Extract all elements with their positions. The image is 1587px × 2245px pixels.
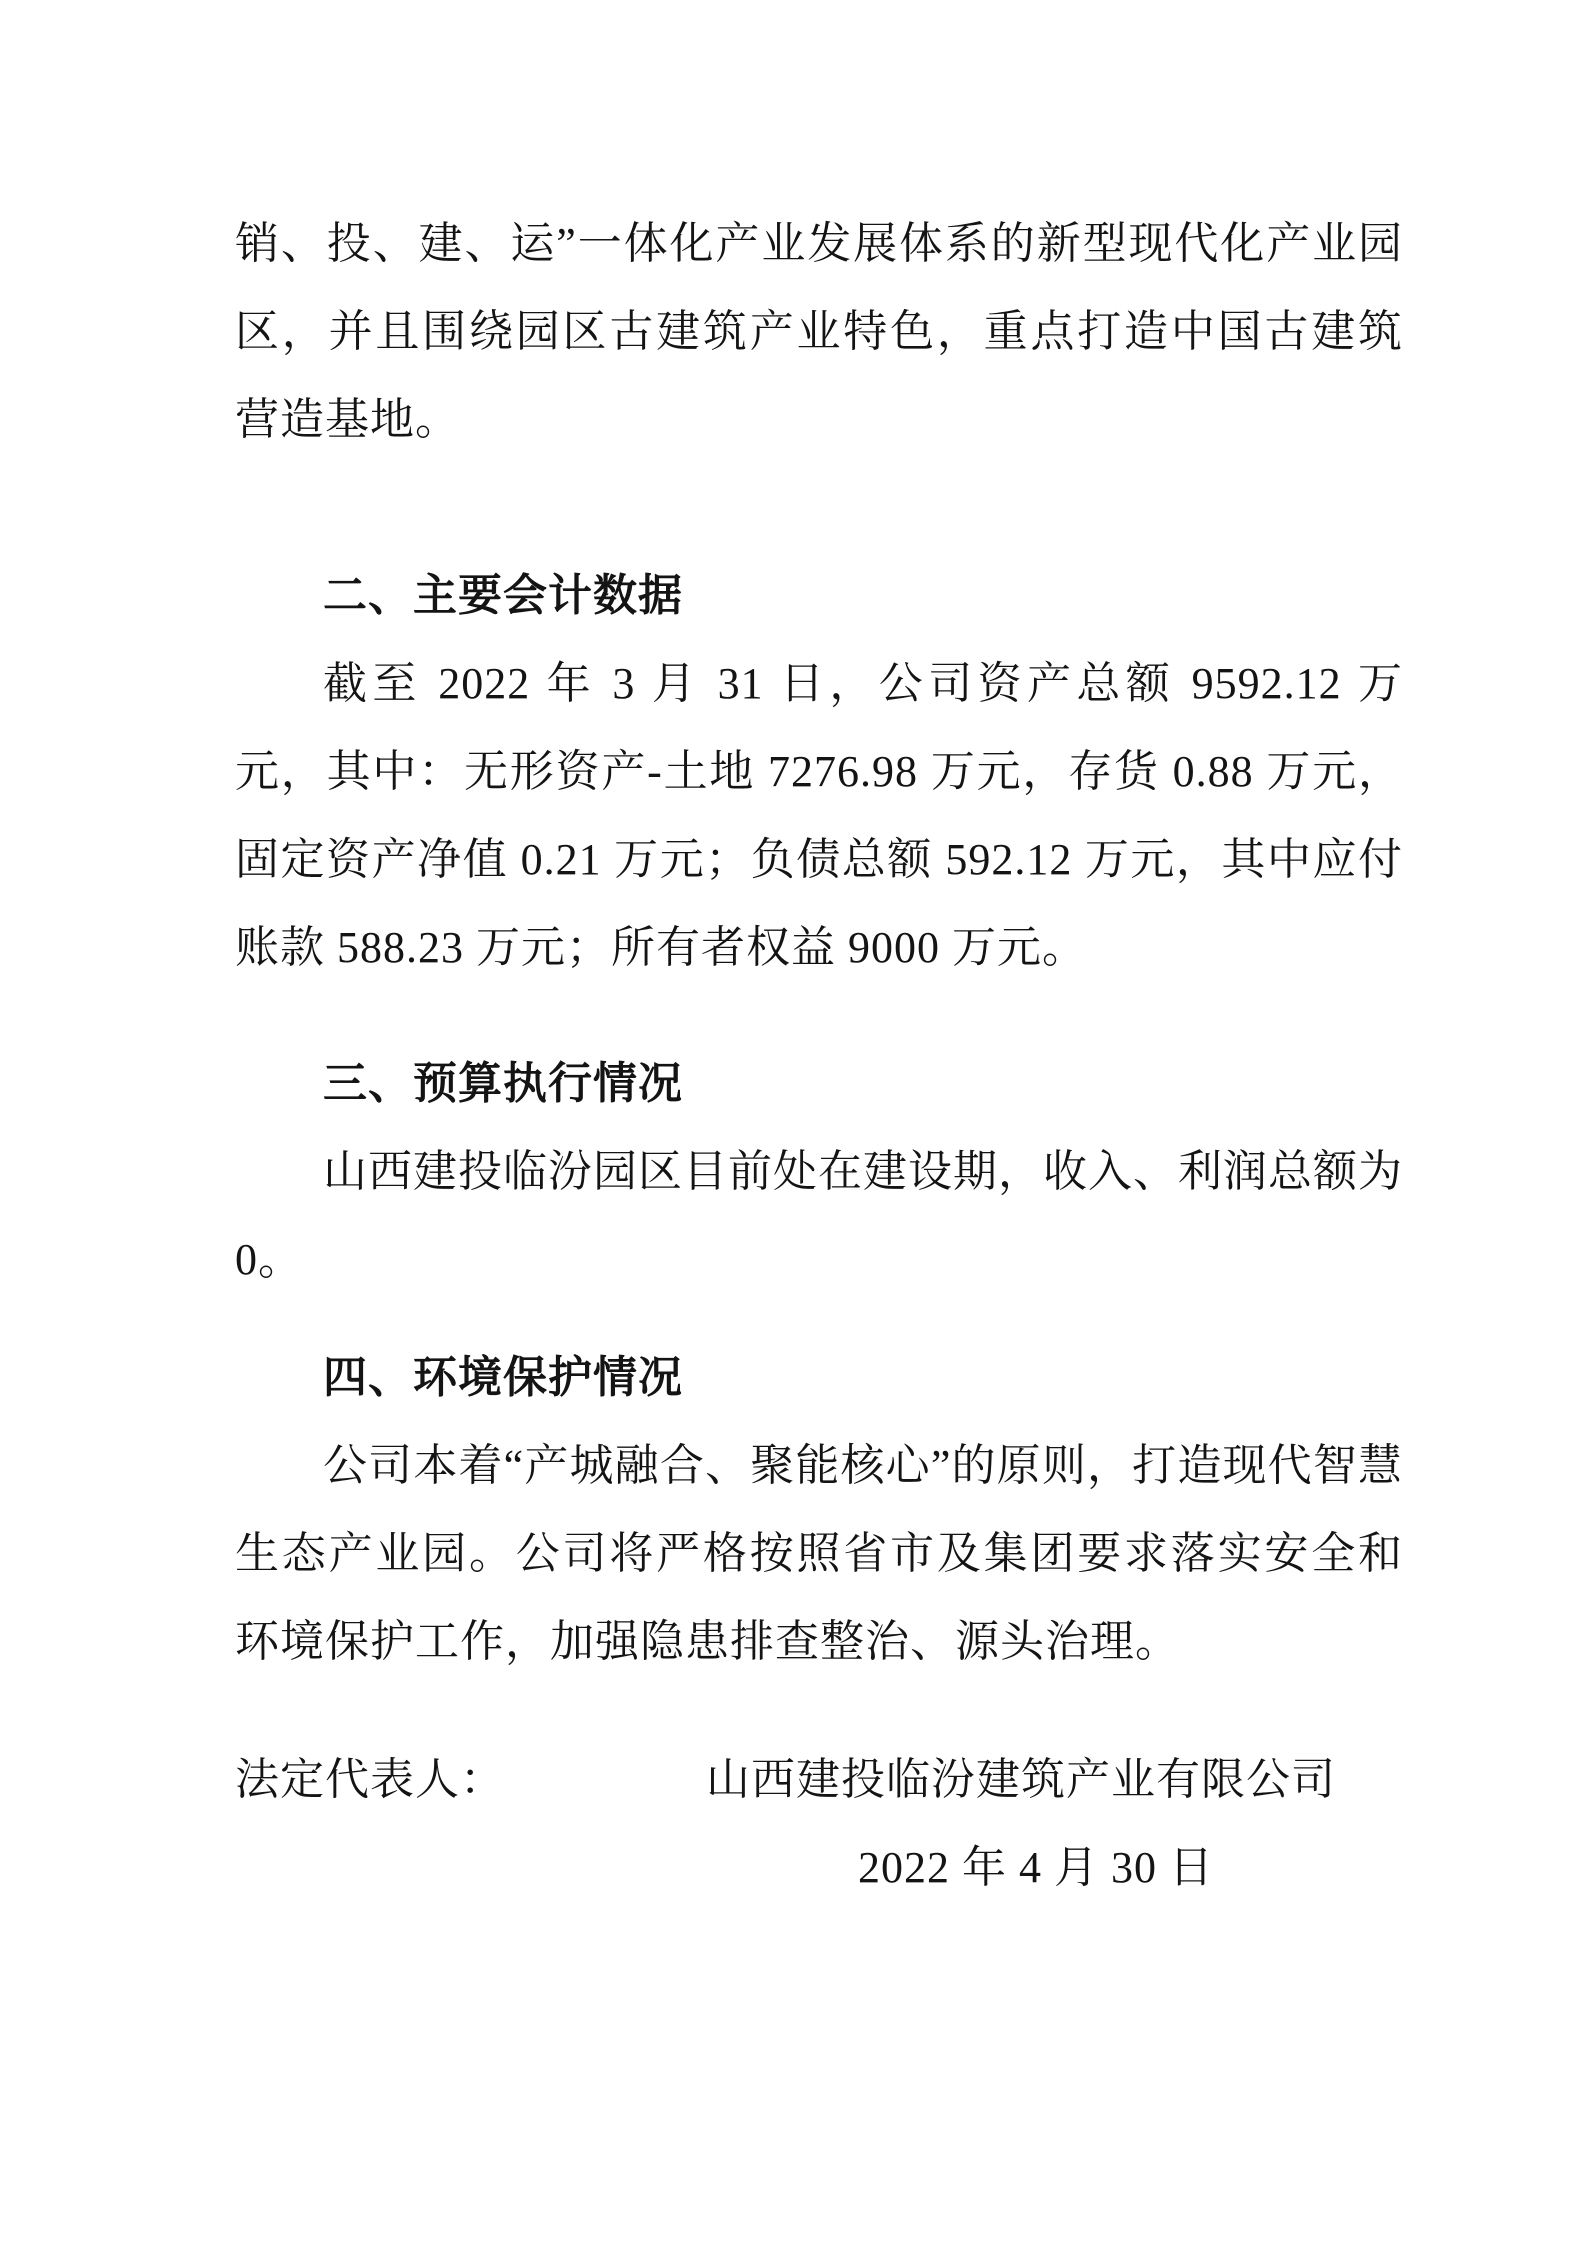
section-body-accounting-data: 截至 2022 年 3 月 31 日，公司资产总额 9592.12 万元，其中：无形资产-土地 7276.98 万元，存货 0.88 万元，固定资产净值 0.21 万元；负债总额 592.12 万元，其中应付账款 588.23 万元；所有者权益 9000 万元。 [235, 659, 1403, 972]
company-name: 山西建投临汾建筑产业有限公司 [706, 1755, 1336, 1804]
intro-paragraph: 销、投、建、运”一体化产业发展体系的新型现代化产业园区，并且围绕园区古建筑产业特色，重点打造中国古建筑营造基地。 [235, 219, 1403, 444]
section-body-budget-execution: 山西建投临汾园区目前处在建设期，收入、利润总额为 0。 [235, 1147, 1403, 1284]
legal-representative-label: 法定代表人： [235, 1755, 505, 1804]
section-title-environmental-protection: 四、环境保护情况 [323, 1353, 683, 1402]
section-body-environmental-protection: 公司本着“产城融合、聚能核心”的原则，打造现代智慧生态产业园。公司将严格按照省市及集团要求落实安全和环境保护工作，加强隐患排查整治、源头治理。 [235, 1441, 1403, 1666]
section-title-budget-execution: 三、预算执行情况 [323, 1059, 683, 1108]
document-date: 2022 年 4 月 30 日 [858, 1843, 1214, 1892]
section-title-accounting-data: 二、主要会计数据 [323, 571, 683, 620]
signature-row [235, 1736, 1403, 1824]
